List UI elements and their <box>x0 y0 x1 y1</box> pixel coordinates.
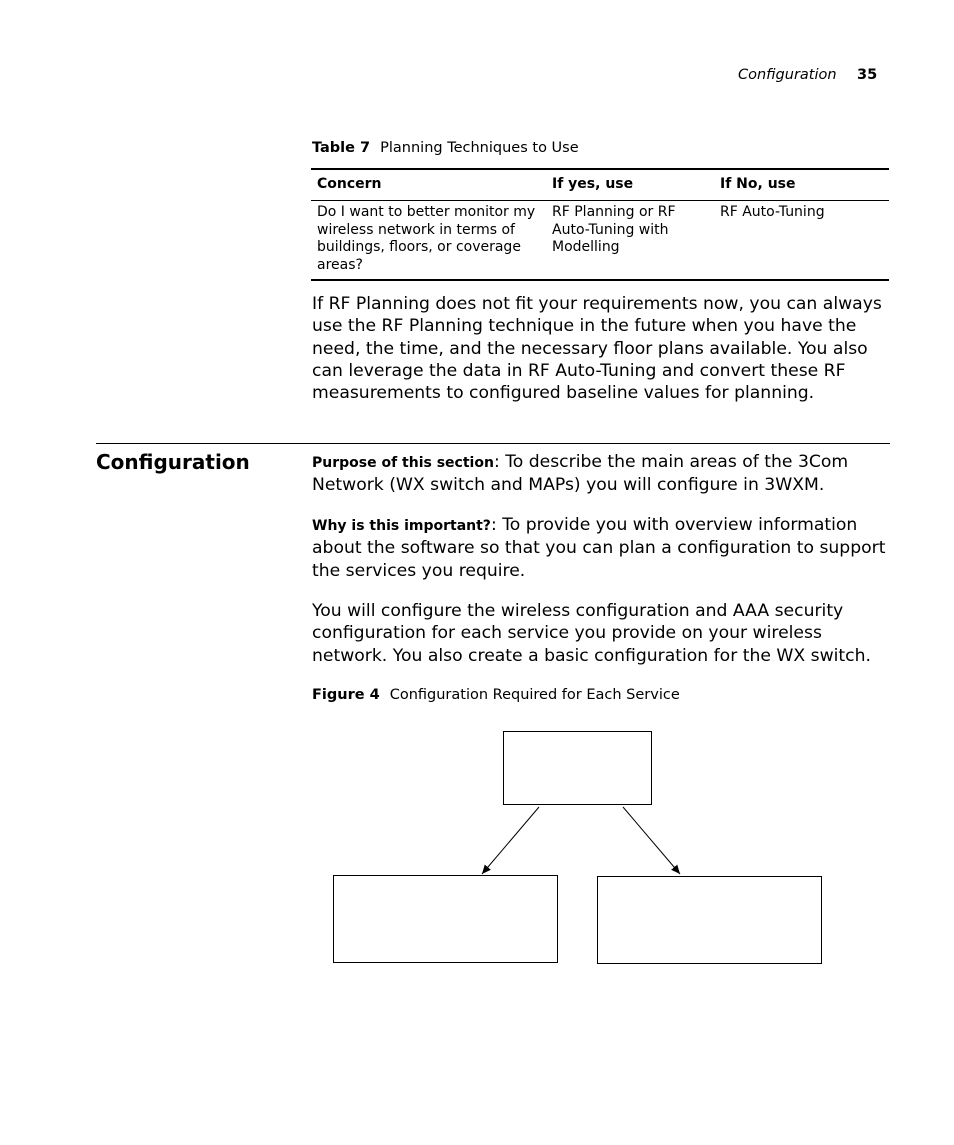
running-header-title: Configuration <box>738 67 837 83</box>
table-caption-text: Planning Techniques to Use <box>380 140 579 156</box>
body-paragraph: You will configure the wireless configuration and AAA security configuration for each service you provide on your wireless network. You also create a basic configuration for the WX switch. <box>312 601 871 666</box>
section-heading: Configuration <box>96 450 250 474</box>
purpose-label: Purpose of this section <box>312 455 494 471</box>
importance-label: Why is this important? <box>312 518 491 534</box>
page-number: 35 <box>857 67 878 83</box>
intro-paragraph: If RF Planning does not fit your requirements now, you can always use the RF Planning technique in the future when you have the need, the time, and the necessary floor plans available. You also can leverage the data in RF Auto-Tuning and convert these RF measurements to configured baseline values for planning. <box>312 294 882 404</box>
table-header-if-yes: If yes, use <box>552 176 634 192</box>
importance-text: : To provide you with overview information about the software so that you can plan a configuration to support the services you require. <box>312 515 886 581</box>
figure-caption-label: Figure 4 <box>312 687 380 703</box>
table-cell-if-no: RF Auto-Tuning <box>720 204 825 220</box>
table-header-concern: Concern <box>317 176 382 192</box>
diagram-top-box <box>504 732 652 805</box>
diagram-arrow-left <box>482 807 539 874</box>
diagram-right-box <box>598 877 822 964</box>
table-cell-concern: Do I want to better monitor my wireless network in terms of buildings, floors, or coverage areas? <box>317 204 536 274</box>
figure-caption-text: Configuration Required for Each Service <box>389 687 680 703</box>
diagram-left-box <box>334 876 558 963</box>
table-cell-if-yes: RF Planning or RF Auto-Tuning with Modelling <box>552 204 676 256</box>
diagram-arrow-right <box>623 807 680 874</box>
table-header-if-no: If No, use <box>720 176 796 192</box>
purpose-text: : To describe the main areas of the 3Com Network (WX switch and MAPs) you will configure in 3WXM. <box>312 452 849 496</box>
table-caption-label: Table 7 <box>312 140 371 156</box>
